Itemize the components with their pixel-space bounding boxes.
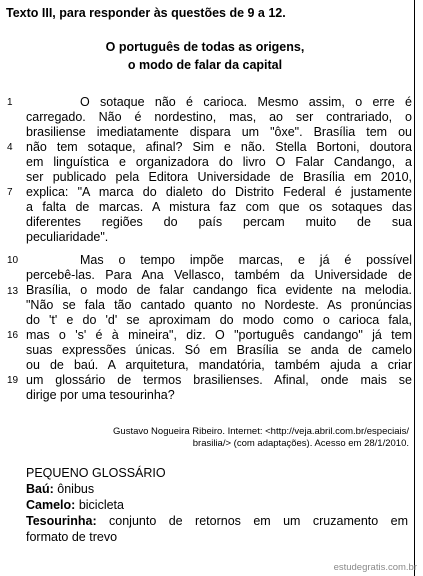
text-line: diferentes regiões do país percam muito de sua [26,215,412,229]
line-number: 4 [7,142,13,153]
text-line: Mas o tempo impõe marcas, e já é possível [80,253,412,267]
text-line: ser publicado pela Editora Universidade de Brasília em 2010, [26,170,412,184]
right-border-line [414,0,415,576]
line-number: 7 [7,187,13,198]
glossary-term: Camelo: [26,498,76,512]
text-line: "Não se fala tão cantado quanto no Nordeste. As pronúncias [26,298,412,312]
line-number: 16 [7,330,19,341]
source-credit-line-2: brasilia/> (com adaptações). Acesso em 28/1/2010. [192,438,409,449]
text-line: em linguística e organizadora do livro O Falar Candango, a [26,155,412,169]
text-line: O sotaque não é carioca. Mesmo assim, o erre é [80,95,412,109]
text-line: um glossário de termos brasilienses. Afinal, onde mais se [26,373,412,387]
glossary-definition: bicicleta [78,498,124,512]
text-line: a falta de marcas. A mistura faz com que os sotaques das [26,200,412,214]
text-line: carregado. Não é nordestino, mas, ao ser contrariado, o [26,110,412,124]
glossary-definition: conjunto de retornos em um cruzamento em [109,514,408,528]
text-line: peculiaridade". [26,230,109,244]
text-line: dirige por uma tesourinha? [26,388,175,402]
line-number: 19 [7,375,19,386]
line-number: 10 [7,255,19,266]
article-title-line-2: o modo de falar da capital [127,58,283,72]
text-line: ou de baú. A arquitetura, mandatória, também ajuda a criar [26,358,412,372]
text-line: percebê-las. Para Ana Vellasco, também da Universidade de [26,268,412,282]
glossary-heading: PEQUENO GLOSSÁRIO [26,466,166,480]
glossary-entry [26,498,124,512]
text-line: suas expressões únicas. Só em Brasília se anda de camelo [26,343,412,357]
watermark: estudegratis.com.br [333,562,417,573]
line-number: 13 [7,286,19,297]
glossary-entry [26,514,408,528]
source-credit-line-1: Gustavo Nogueira Ribeiro. Internet: <http://veja.abril.com.br/especiais/ [113,426,409,437]
line-number: 1 [7,97,13,108]
glossary-continuation: formato de trevo [26,530,118,544]
text-line: não tem sotaque, afinal? Sim e não. Stella Bortoni, doutora [26,140,412,154]
text-line: mas o 's' é à mineira", diz. O "português candango" já tem [26,328,412,342]
text-line: brasiliense imediatamente dispara um "ôxe". Brasília tem ou [26,125,412,139]
glossary-term: Tesourinha: [26,514,97,528]
article-title-line-1: O português de todas as origens, [105,40,305,54]
glossary-entry [26,482,94,496]
text-line: explica: "A marca do dialeto do Distrito Federal é justamente [26,185,412,199]
text-line: Brasília, o modo de falar candango fica evidente na melodia. [26,283,412,297]
text-line: do 't' e do 'd' se aproximam do modo como o carioca fala, [26,313,412,327]
section-header: Texto III, para responder às questões de 9 a 12. [6,6,286,20]
glossary-definition: ônibus [57,482,95,496]
glossary-term: Baú: [26,482,54,496]
